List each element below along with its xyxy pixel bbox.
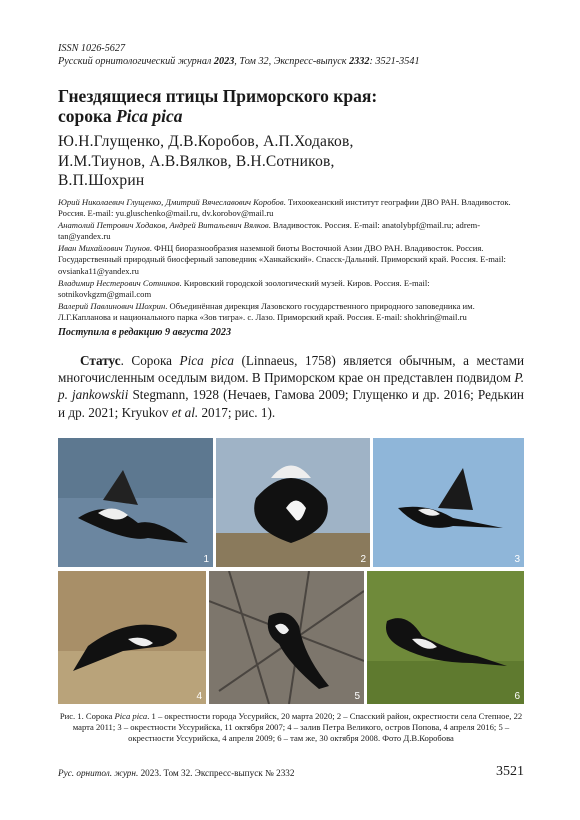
photo-4 (58, 571, 206, 704)
photo-2 (216, 438, 370, 567)
affiliation-text: . Объединённая дирекция Лазовского государственного природного заповедника им. Л.Г.Капланова и национального парка «Зов тигра». с. Лазо. Приморский край. Россия. E-mail: shokhrin@mail.ru (58, 300, 475, 323)
status-text-2: (Linnaeus, 1758) является обычным, а местами многочисленным оседлым видом. В Приморском крае он представлен подвидом (58, 353, 525, 386)
magpie-dry-grass-image (58, 571, 206, 704)
authors-line-2: И.М.Тиунов, А.В.Вялков, В.Н.Сотников, (58, 152, 335, 170)
affiliation-5 (58, 301, 524, 324)
journal-year: 2023 (213, 56, 235, 67)
status-text-3: Stegmann, 1928 (Нечаев, Гамова 2009; Глущенко и др. 2016; Редькин и др. 2021; Kryukov (58, 387, 524, 420)
affiliation-names: Юрий Николаевич Глущенко, Дмитрий Вячеславович Коробов (58, 196, 284, 207)
affiliation-3 (58, 243, 524, 278)
affiliation-names: Иван Михайлович Тиунов (58, 242, 150, 253)
journal-header (58, 42, 524, 68)
affiliation-names: Анатолий Петрович Ходаков, Андрей Витальевич Вялков (58, 219, 269, 230)
status-paragraph (58, 352, 524, 421)
affiliation-text: . Кировский городской зоологический музей. Киров. Россия. E-mail: sotnikovkgzm@gmail.com (58, 277, 430, 300)
footer-issue: 2023. Том 32. Экспресс-выпуск № 2332 (138, 768, 295, 778)
affiliation-text: . Владивосток. Россия. E-mail: anatolybpf@mail.ru; adrem-tan@yandex.ru (58, 219, 481, 242)
received-date: Поступила в редакцию 9 августа 2023 (58, 327, 232, 339)
photo-number: 1 (203, 554, 209, 565)
photo-number: 6 (514, 691, 520, 702)
photo-3 (373, 438, 524, 567)
authors-line-1: Ю.Н.Глущенко, Д.В.Коробов, А.П.Ходаков, (58, 133, 354, 150)
title-line-2 (58, 106, 524, 126)
figure-caption (58, 711, 524, 745)
figure-1 (58, 438, 524, 704)
caption-text: . 1 – окрестности города Уссурийск, 20 марта 2020; 2 – Спасский район, окрестности села Степное, 22 марта 2011; 3 – окрестности Уссурийска, 11 октября 2007; 4 – залив Петра Великого, остров Попова, 4 апреля 2016; 5 – окрестности Уссурийска, 4 апреля 2009; 6 – там же, 30 октября 2008. Фото Д.В.Коробова (72, 711, 523, 744)
magpie-flight-sky-image (373, 438, 524, 567)
status-label: Статус (80, 353, 121, 369)
affiliations (58, 197, 524, 325)
photo-1 (58, 438, 213, 567)
caption-prefix: Рис. 1. Сорока (59, 711, 115, 721)
affiliation-text: . Тихоокеанский институт географии ДВО РАН. Владивосток. Россия. E-mail: yu.gluschenko@mail.ru, dv.korobov@mail.ru (58, 196, 511, 219)
magpie-landing-image (216, 438, 370, 567)
photo-number: 2 (360, 554, 366, 565)
title-species: Pica pica (115, 106, 183, 126)
journal-citation (58, 55, 524, 68)
page-number: 3521 (496, 764, 524, 779)
authors-line-3: В.П.Шохрин (58, 172, 145, 189)
photo-number: 4 (196, 691, 202, 702)
status-text-1: . Сорока (120, 353, 180, 369)
footer-journal: Рус. орнитол. журн. (58, 768, 139, 778)
page-footer (58, 764, 524, 782)
photo-number: 3 (514, 554, 520, 565)
status-text-4: 2017; рис. 1). (198, 404, 276, 420)
status-et-al: et al. (171, 404, 199, 420)
affiliation-names: Владимир Нестерович Сотников (58, 277, 180, 288)
title-line-1: Гнездящиеся птицы Приморского края: (58, 86, 378, 106)
journal-name: Русский орнитологический журнал (58, 56, 214, 67)
journal-pages: : 3521-3541 (369, 56, 420, 67)
issn: ISSN 1026-5627 (58, 43, 126, 54)
affiliation-text: . ФНЦ биоразнообразия наземной биоты Восточной Азии ДВО РАН. Владивосток. Россия. Государственный природный биосферный заповедник «Ханкайский». Спасск-Дальний. Приморский край. Россия. E-mail: ovsianka11@yandex.ru (58, 242, 506, 277)
magpie-flight-water-image (58, 438, 213, 567)
affiliation-4 (58, 278, 524, 301)
photo-5 (209, 571, 364, 704)
footer-citation (58, 768, 294, 778)
article-title (58, 86, 524, 126)
article-page (58, 42, 524, 421)
magpie-green-grass-image (367, 571, 524, 704)
journal-volume: , Том 32, Экспресс-выпуск (234, 56, 350, 67)
affiliation-1 (58, 197, 524, 220)
authors (58, 132, 524, 191)
affiliation-2 (58, 220, 524, 243)
photo-number: 5 (354, 691, 360, 702)
photo-6 (367, 571, 524, 704)
title-prefix: сорока (58, 106, 116, 126)
status-subspecies: P. p. jankowskii (58, 370, 524, 403)
magpie-bare-tree-image (209, 571, 364, 704)
caption-species: Pica pica (114, 711, 148, 721)
status-species: Pica pica (179, 353, 234, 369)
affiliation-names: Валерий Павлинович Шохрин (58, 300, 166, 311)
journal-issue: 2332 (349, 56, 370, 67)
